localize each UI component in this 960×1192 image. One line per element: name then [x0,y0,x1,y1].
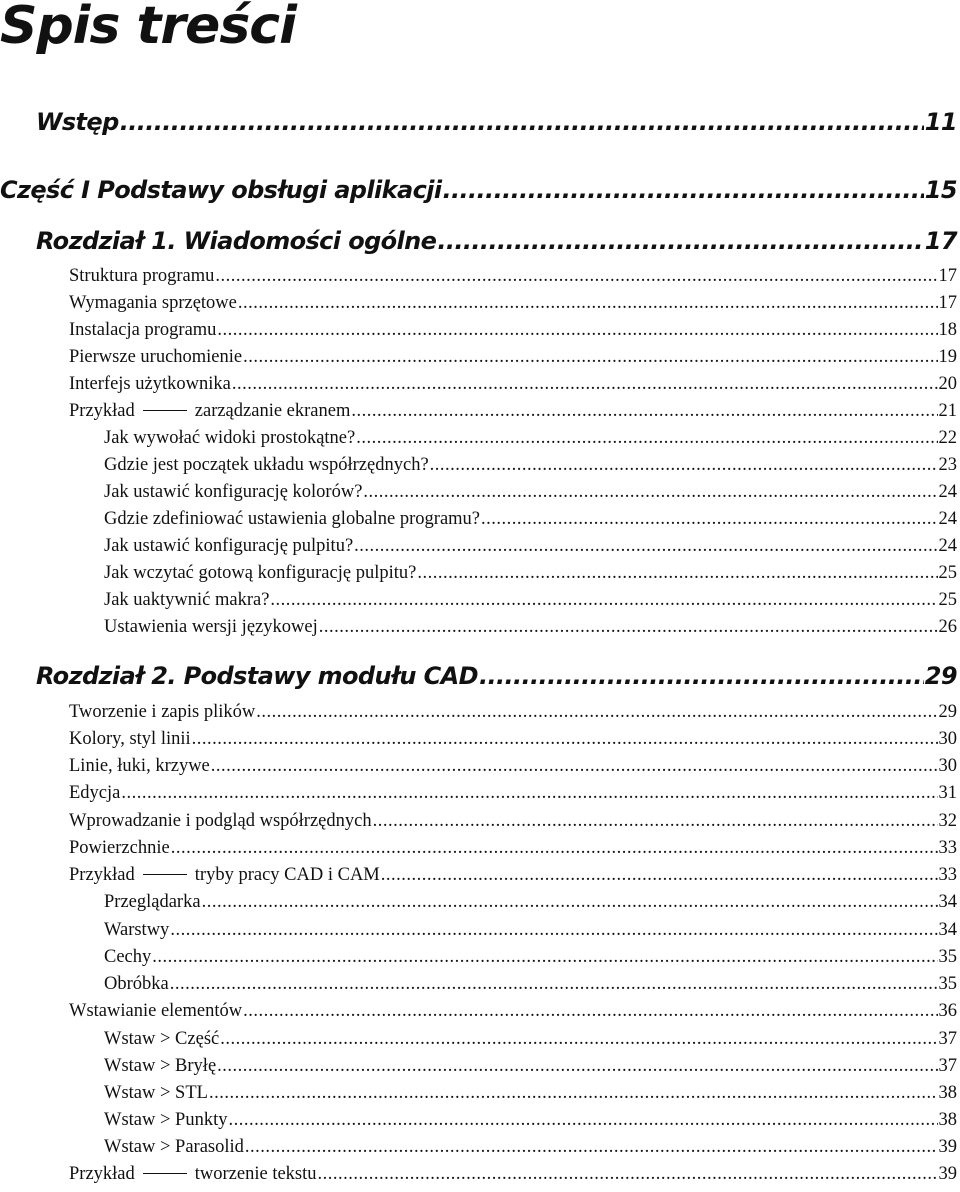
toc-entry[interactable] [69,1164,957,1188]
toc-entry[interactable] [69,347,957,371]
dot-leader [270,590,937,611]
toc-entry-title: Wstawianie elementów [69,1001,243,1021]
toc-entry-title: Warstwy [104,920,170,940]
toc-page-number: 39 [938,1164,957,1184]
dot-leader [351,401,937,422]
toc-page-number: 29 [924,662,957,690]
dot-leader [245,1137,938,1158]
dot-leader [238,293,938,314]
toc-page-number: 35 [938,947,957,967]
toc-entry-title: Wstaw > Bryłę [104,1056,217,1076]
toc-page-number: 33 [938,838,957,858]
toc-entry-title-rest: zarządzanie ekranem [194,401,351,421]
dot-leader [232,374,938,395]
dot-leader [243,1001,937,1022]
toc-entry[interactable] [104,509,957,533]
toc-entry[interactable] [69,865,957,889]
dot-leader [256,702,937,723]
toc-heading-chapter1[interactable] [36,227,957,257]
toc-page-number: 15 [924,176,957,204]
toc-entry-title-rest: tworzenie tekstu [194,1164,317,1184]
dot-leader [228,1110,937,1131]
toc-entry[interactable] [104,536,957,560]
dot-leader [442,176,923,204]
toc-entry[interactable] [104,892,957,916]
toc-page-number: 34 [938,892,957,912]
dot-leader [120,108,924,136]
dot-leader [318,1164,938,1185]
toc-page-number: 37 [938,1056,957,1076]
toc-page-number: 39 [938,1137,957,1157]
dot-leader [356,428,937,449]
toc-entry-title: Obróbka [104,974,169,994]
toc-page-number: 30 [938,756,957,776]
dot-leader [430,455,938,476]
dot-leader [437,227,923,255]
toc-page-number: 22 [938,428,957,448]
toc-page-number: 37 [938,1029,957,1049]
toc-page-number: 17 [938,266,957,286]
toc-entry-title: Wstaw > STL [104,1083,208,1103]
toc-entry-title: Powierzchnie [69,838,170,858]
toc-page-number: 35 [938,974,957,994]
toc-entry[interactable] [104,1056,957,1080]
dot-leader [170,920,937,941]
toc-page-number: 24 [938,536,957,556]
dot-leader [481,509,937,530]
toc-page-number: 21 [938,401,957,421]
dot-leader [243,347,937,368]
toc-entry[interactable] [104,590,957,614]
toc-entry-title: Gdzie zdefiniować ustawienia globalne programu? [104,509,481,529]
toc-entry[interactable] [69,293,957,317]
em-dash [143,874,187,875]
toc-page-number: 11 [924,108,957,136]
dot-leader [381,865,938,886]
dot-leader [121,783,937,804]
toc-entry[interactable] [104,455,957,479]
toc-page-number: 36 [938,1001,957,1021]
toc-heading-intro[interactable] [36,108,957,138]
toc-entry[interactable] [104,1029,957,1053]
dot-leader [354,536,937,557]
toc-entry[interactable] [69,266,957,290]
toc-entry[interactable] [104,617,957,641]
dot-leader [170,974,938,995]
dot-leader [211,756,938,777]
toc-entry-title: Przeglądarka [104,892,201,912]
dot-leader [363,482,937,503]
toc-page-number: 20 [938,374,957,394]
toc-entry-title: Jak wczytać gotową konfigurację pulpitu? [104,563,417,583]
toc-entry-title: Pierwsze uruchomienie [69,347,243,367]
toc-entry-title: Instalacja programu [69,320,217,340]
toc-heading-part1[interactable] [0,176,957,206]
toc-entry[interactable] [69,702,957,726]
toc-page-number: 18 [938,320,957,340]
toc-entry[interactable] [69,756,957,780]
toc-page-number: 26 [938,617,957,637]
toc-page-number: 24 [938,482,957,502]
toc-page-number: 30 [938,729,957,749]
dot-leader [209,1083,938,1104]
dot-leader [171,838,938,859]
dot-leader [202,892,938,913]
dot-leader [192,729,938,750]
dot-leader [417,563,937,584]
toc-entry[interactable] [69,374,957,398]
toc-entry[interactable] [69,401,957,425]
toc-entry-title: Tworzenie i zapis plików [69,702,256,722]
toc-page-number: 17 [924,227,957,255]
toc-entry[interactable] [69,320,957,344]
toc-entry-title-prefix: Przykład [69,1164,135,1184]
toc-page-number: 34 [938,920,957,940]
toc-entry[interactable] [104,482,957,506]
toc-entry-title-prefix: Przykład [69,401,135,421]
toc-heading-title: Część I Podstawy obsługi aplikacji [0,176,442,204]
toc-entry[interactable] [104,1110,957,1134]
toc-entry[interactable] [69,838,957,862]
toc-heading-title: Rozdział 2. Podstawy modułu CAD [36,662,478,690]
toc-entry[interactable] [69,811,957,835]
toc-heading-chapter2[interactable] [36,662,957,692]
toc-entry[interactable] [69,1001,957,1025]
em-dash [143,1173,187,1174]
toc-entry-title: Kolory, styl linii [69,729,191,749]
toc-page-number: 25 [938,590,957,610]
toc-page-number: 25 [938,563,957,583]
toc-entry[interactable] [104,947,957,971]
toc-page-number: 29 [938,702,957,722]
toc-entry[interactable] [104,428,957,452]
dot-leader [319,617,938,638]
em-dash [143,410,187,411]
toc-heading-title: Wstęp [36,108,119,136]
toc-entry-title: Wymagania sprzętowe [69,293,237,313]
toc-entry-title: Wstaw > Część [104,1029,220,1049]
toc-entry-title: Jak uaktywnić makra? [104,590,270,610]
dot-leader [373,811,938,832]
toc-entry[interactable] [104,563,957,587]
dot-leader [217,320,937,341]
toc-entry-title: Edycja [69,783,121,803]
toc-page-number: 19 [938,347,957,367]
dot-leader [479,662,924,690]
toc-entry-title: Jak ustawić konfigurację kolorów? [104,482,363,502]
toc-page-number: 38 [938,1110,957,1130]
toc-page-number: 17 [938,293,957,313]
dot-leader [220,1029,937,1050]
toc-page-number: 23 [938,455,957,475]
toc-entry-title: Wstaw > Punkty [104,1110,228,1130]
toc-entry[interactable] [104,1137,957,1161]
toc-entry[interactable] [69,783,957,807]
toc-entry-title: Ustawienia wersji językowej [104,617,318,637]
toc-entry-title: Cechy [104,947,152,967]
toc-entry-title: Interfejs użytkownika [69,374,231,394]
toc-page-number: 38 [938,1083,957,1103]
toc-heading-title: Rozdział 1. Wiadomości ogólne [36,227,437,255]
page-title: Spis treści [0,0,296,56]
dot-leader [152,947,937,968]
toc-entry[interactable] [104,920,957,944]
dot-leader [217,1056,937,1077]
toc-page-number: 32 [938,811,957,831]
toc-entry[interactable] [104,1083,957,1107]
toc-entry-title [69,401,350,422]
toc-entry[interactable] [104,974,957,998]
toc-entry-title: Jak ustawić konfigurację pulpitu? [104,536,354,556]
toc-entry-title: Jak wywołać widoki prostokątne? [104,428,356,448]
toc-entry-title: Wstaw > Parasolid [104,1137,244,1157]
toc-entry-title: Wprowadzanie i podgląd współrzędnych [69,811,372,831]
toc-page-number: 31 [938,783,957,803]
toc-entry-title-prefix: Przykład [69,865,135,885]
toc-entry-title: Gdzie jest początek układu współrzędnych? [104,455,429,475]
toc-entry-title-rest: tryby pracy CAD i CAM [194,865,380,885]
toc-page-number: 24 [938,509,957,529]
toc-entry-title: Linie, łuki, krzywe [69,756,210,776]
toc-entry-title: Struktura programu [69,266,215,286]
toc-entry-title [69,865,380,886]
dot-leader [215,266,937,287]
toc-entry-title [69,1164,317,1185]
toc-entry[interactable] [69,729,957,753]
toc-page-number: 33 [938,865,957,885]
